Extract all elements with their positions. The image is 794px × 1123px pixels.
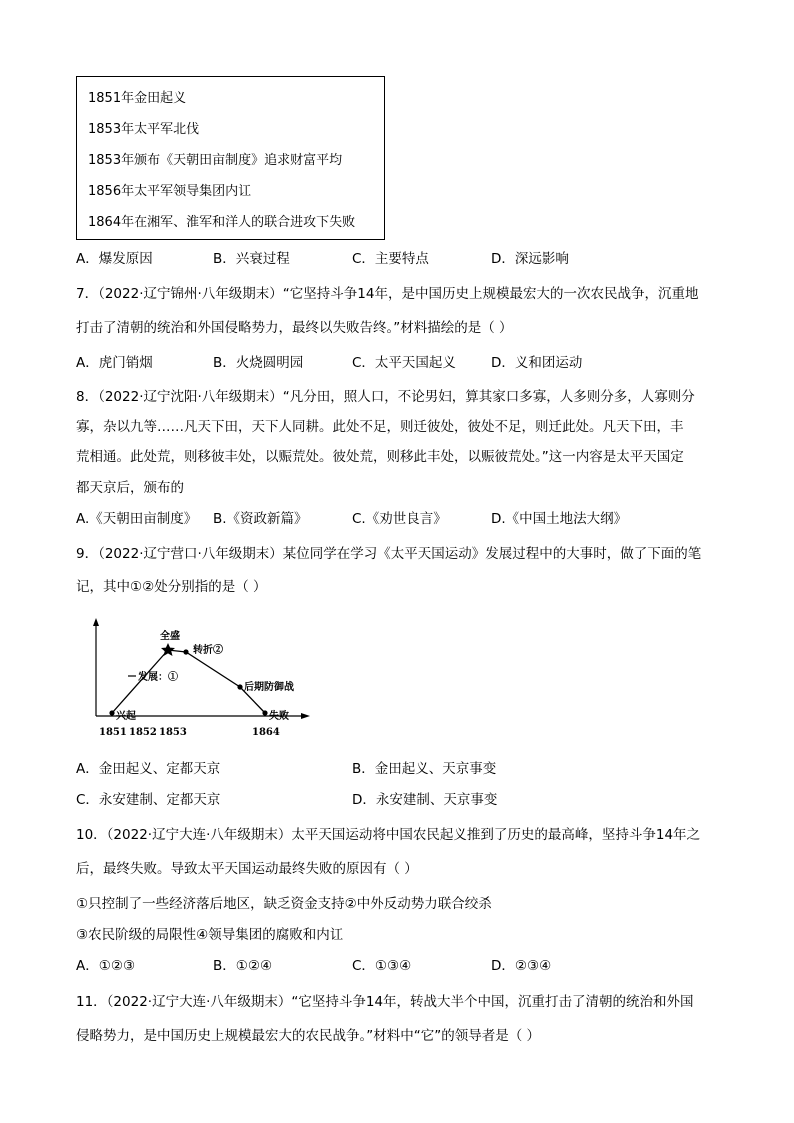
label-rise: 兴起: [116, 711, 136, 722]
timeline-entry: 1851年金田起义: [88, 91, 187, 106]
q9-stem-line: 9．（2022·辽宁营口·八年级期末）某位同学在学习《太平天国运动》发展过程中的大事时，做了下面的笔: [76, 546, 702, 562]
q10-stem-line: 10．（2022·辽宁大连·八年级期末）太平天国运动将中国农民起义推到了历史的最高峰，坚持斗争14年之: [76, 827, 701, 843]
q6-option-d: D．深远影响: [491, 251, 569, 267]
q10-option-d: D．②③④: [491, 958, 552, 974]
q6-option-a: A．爆发原因: [76, 251, 153, 267]
q8-option-d: D.《中国土地法大纲》: [491, 511, 628, 527]
taiping-development-diagram: [90, 616, 320, 742]
q7-option-c: C．太平天国起义: [352, 355, 456, 371]
label-development: 发展：①: [138, 672, 178, 683]
q7-option-d: D．义和团运动: [491, 355, 583, 371]
q9-option-b: B．金田起义、天京事变: [352, 761, 497, 777]
q8-stem-line: 寡，杂以九等……凡天下田，天下人同耕。此处不足，则迁彼处，彼处不足，则迁此处。凡天下田，丰: [76, 419, 684, 435]
timeline-entry: 1853年太平军北伐: [88, 122, 200, 137]
q10-stem-line: 后，最终失败。导致太平天国运动最终失败的原因有（ ）: [76, 861, 418, 877]
timeline-box: [76, 76, 385, 240]
point-turn: [183, 649, 188, 654]
q8-option-c: C.《劝世良言》: [352, 511, 447, 527]
timeline-entry: 1864年在湘军、淮军和洋人的联合进攻下失败: [88, 215, 356, 230]
label-turn: 转折②: [193, 645, 223, 656]
year-label: 1852: [129, 727, 157, 738]
q10-option-b: B．①②④: [213, 958, 273, 974]
point-rise: [109, 710, 114, 715]
year-label: 1864: [252, 727, 280, 738]
timeline-entry: 1856年太平军领导集团内讧: [88, 184, 252, 199]
q7-stem-line: 7．（2022·辽宁锦州·八年级期末）“它坚持斗争14年，是中国历史上规模最宏大的一次农民战争，沉重地: [76, 286, 699, 302]
timeline-entry: 1853年颁布《天朝田亩制度》追求财富平均: [88, 153, 343, 168]
point-fail: [262, 710, 267, 715]
q6-option-c: C．主要特点: [352, 251, 429, 267]
year-label: 1851: [99, 727, 127, 738]
y-axis-arrow: [93, 618, 99, 626]
q10-reason-line: ①只控制了一些经济落后地区，缺乏资金支持②中外反动势力联合绞杀: [76, 896, 492, 912]
q8-option-a: A.《天朝田亩制度》: [76, 511, 198, 527]
q10-reason-line: ③农民阶级的局限性④领导集团的腐败和内讧: [76, 927, 344, 943]
development-curve: [112, 650, 265, 713]
label-fail: 失败: [269, 711, 289, 722]
q8-stem-line: 都天京后，颁布的: [76, 480, 184, 496]
q9-option-c: C．永安建制、定都天京: [76, 792, 221, 808]
q7-stem-line: 打击了清朝的统治和外国侵略势力，最终以失败告终。”材料描绘的是（ ）: [76, 320, 513, 336]
q7-option-a: A．虎门销烟: [76, 355, 153, 371]
q11-stem-line: 侵略势力，是中国历史上规模最宏大的农民战争。”材料中“它”的领导者是（ ）: [76, 1028, 541, 1044]
q8-stem-line: 8．（2022·辽宁沈阳·八年级期末）“凡分田，照人口，不论男妇，算其家口多寡，人多则分多，人寡则分: [76, 389, 695, 405]
q6-option-b: B．兴衰过程: [213, 251, 290, 267]
q10-option-a: A．①②③: [76, 958, 136, 974]
peak-star-icon: [161, 643, 175, 656]
q7-option-b: B．火烧圆明园: [213, 355, 304, 371]
x-axis-arrow: [301, 713, 310, 719]
q11-stem-line: 11．（2022·辽宁大连·八年级期末）“它坚持斗争14年，转战大半个中国，沉重打击了清朝的统治和外国: [76, 994, 694, 1010]
q8-option-b: B.《资政新篇》: [213, 511, 308, 527]
label-peak: 全盛: [160, 631, 180, 642]
q8-stem-line: 荒相通。此处荒，则移彼丰处，以赈荒处。彼处荒，则移此丰处，以赈彼荒处。”这一内容是太平天国定: [76, 449, 684, 465]
q9-option-a: A．金田起义、定都天京: [76, 761, 221, 777]
label-late-defense: 后期防御战: [244, 682, 294, 693]
year-label: 1853: [159, 727, 187, 738]
q9-stem-line: 记，其中①②处分别指的是（ ）: [76, 579, 267, 595]
q9-option-d: D．永安建制、天京事变: [352, 792, 498, 808]
q10-option-c: C．①③④: [352, 958, 412, 974]
point-late-defense: [237, 684, 242, 689]
